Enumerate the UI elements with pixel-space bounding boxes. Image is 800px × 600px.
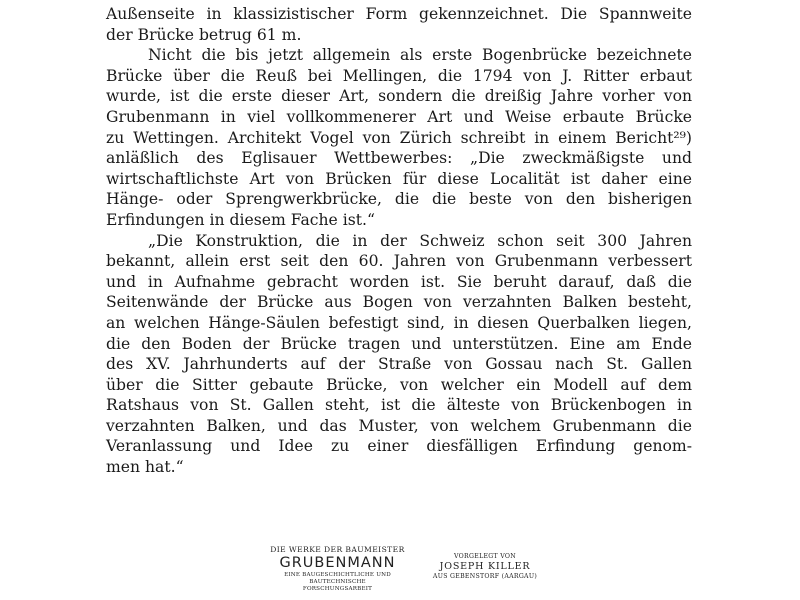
paragraph	[106, 231, 692, 478]
text-line: bekannt, allein erst seit den 60. Jahren von Grubenmann verbessert	[106, 252, 692, 271]
text-line: Außenseite in klassizistischer Form gekennzeichnet. Die Spannweite	[106, 5, 692, 23]
author-origin: AUS GEBENSTORF (AARGAU)	[432, 573, 538, 580]
text-line: men hat.“	[106, 458, 184, 477]
text-line: wurde, ist die erste dieser Art, sondern die dreißig Jahre vorher von	[106, 87, 692, 106]
text-line: die den Boden der Brücke tragen und unterstützen. Eine am Ende	[106, 334, 692, 353]
author-name: JOSEPH KILLER	[439, 561, 531, 572]
text-line: des XV. Jahrhunderts auf der Straße von Gossau nach St. Gallen	[106, 355, 692, 374]
author-presented-by: VORGELEGT VON	[454, 553, 516, 560]
book-title-line1: DIE WERKE DER BAUMEISTER	[270, 545, 405, 554]
text-line: an welchen Hänge-Säulen befestigt sind, in diesen Querbalken liegen,	[106, 313, 692, 332]
text-line: zu Wettingen. Architekt Vogel von Zürich schreibt in einem Bericht²⁹)	[106, 128, 692, 147]
text-line: und in Aufnahme gebracht worden ist. Sie beruht darauf, daß die	[106, 272, 692, 291]
author-block	[425, 553, 545, 581]
text-line: über die Sitter gebaute Brücke, von welcher ein Modell auf dem	[106, 375, 692, 394]
text-line: Erfindungen in diesem Fache ist.“	[106, 210, 375, 229]
text-line: Ratshaus von St. Gallen steht, ist die älteste von Brückenbogen in	[106, 396, 692, 415]
text-line: der Brücke betrug 61 m.	[106, 25, 302, 44]
text-line: Nicht die bis jetzt allgemein als erste Bogenbrücke bezeichnete	[148, 46, 692, 65]
paragraph	[106, 4, 692, 45]
text-line: anläßlich des Eglisauer Wettbewerbes: „Die zweckmäßigste und	[106, 149, 692, 168]
text-line: Seitenwände der Brücke aus Bogen von verzahnten Balken besteht,	[106, 293, 692, 312]
book-title-block	[255, 545, 420, 593]
text-line: Grubenmann in viel vollkommenerer Art und Weise erbaute Brücke	[106, 107, 692, 126]
body-text	[106, 4, 692, 478]
book-subtitle-line1: EINE BAUGESCHICHTLICHE UND BAUTECHNISCHE	[284, 572, 391, 585]
paragraph	[106, 45, 692, 230]
book-title-main: GRUBENMANN	[279, 555, 396, 571]
text-line: „Die Konstruktion, die in der Schweiz schon seit 300 Jahren	[148, 231, 692, 250]
text-line: Hänge- oder Sprengwerkbrücke, die die beste von den bisherigen	[106, 190, 692, 209]
imprint-footer	[0, 545, 800, 600]
text-line: wirtschaftlichste Art von Brücken für diese Localität ist daher eine	[106, 169, 692, 188]
text-line: Brücke über die Reuß bei Mellingen, die 1794 von J. Ritter erbaut	[106, 66, 692, 85]
text-line: verzahnten Balken, und das Muster, von welchem Grubenmann die	[106, 416, 692, 435]
text-line: Veranlassung und Idee zu einer diesfälligen Erfindung genom-	[106, 437, 692, 456]
book-subtitle-line2: FORSCHUNGSARBEIT	[302, 586, 373, 592]
